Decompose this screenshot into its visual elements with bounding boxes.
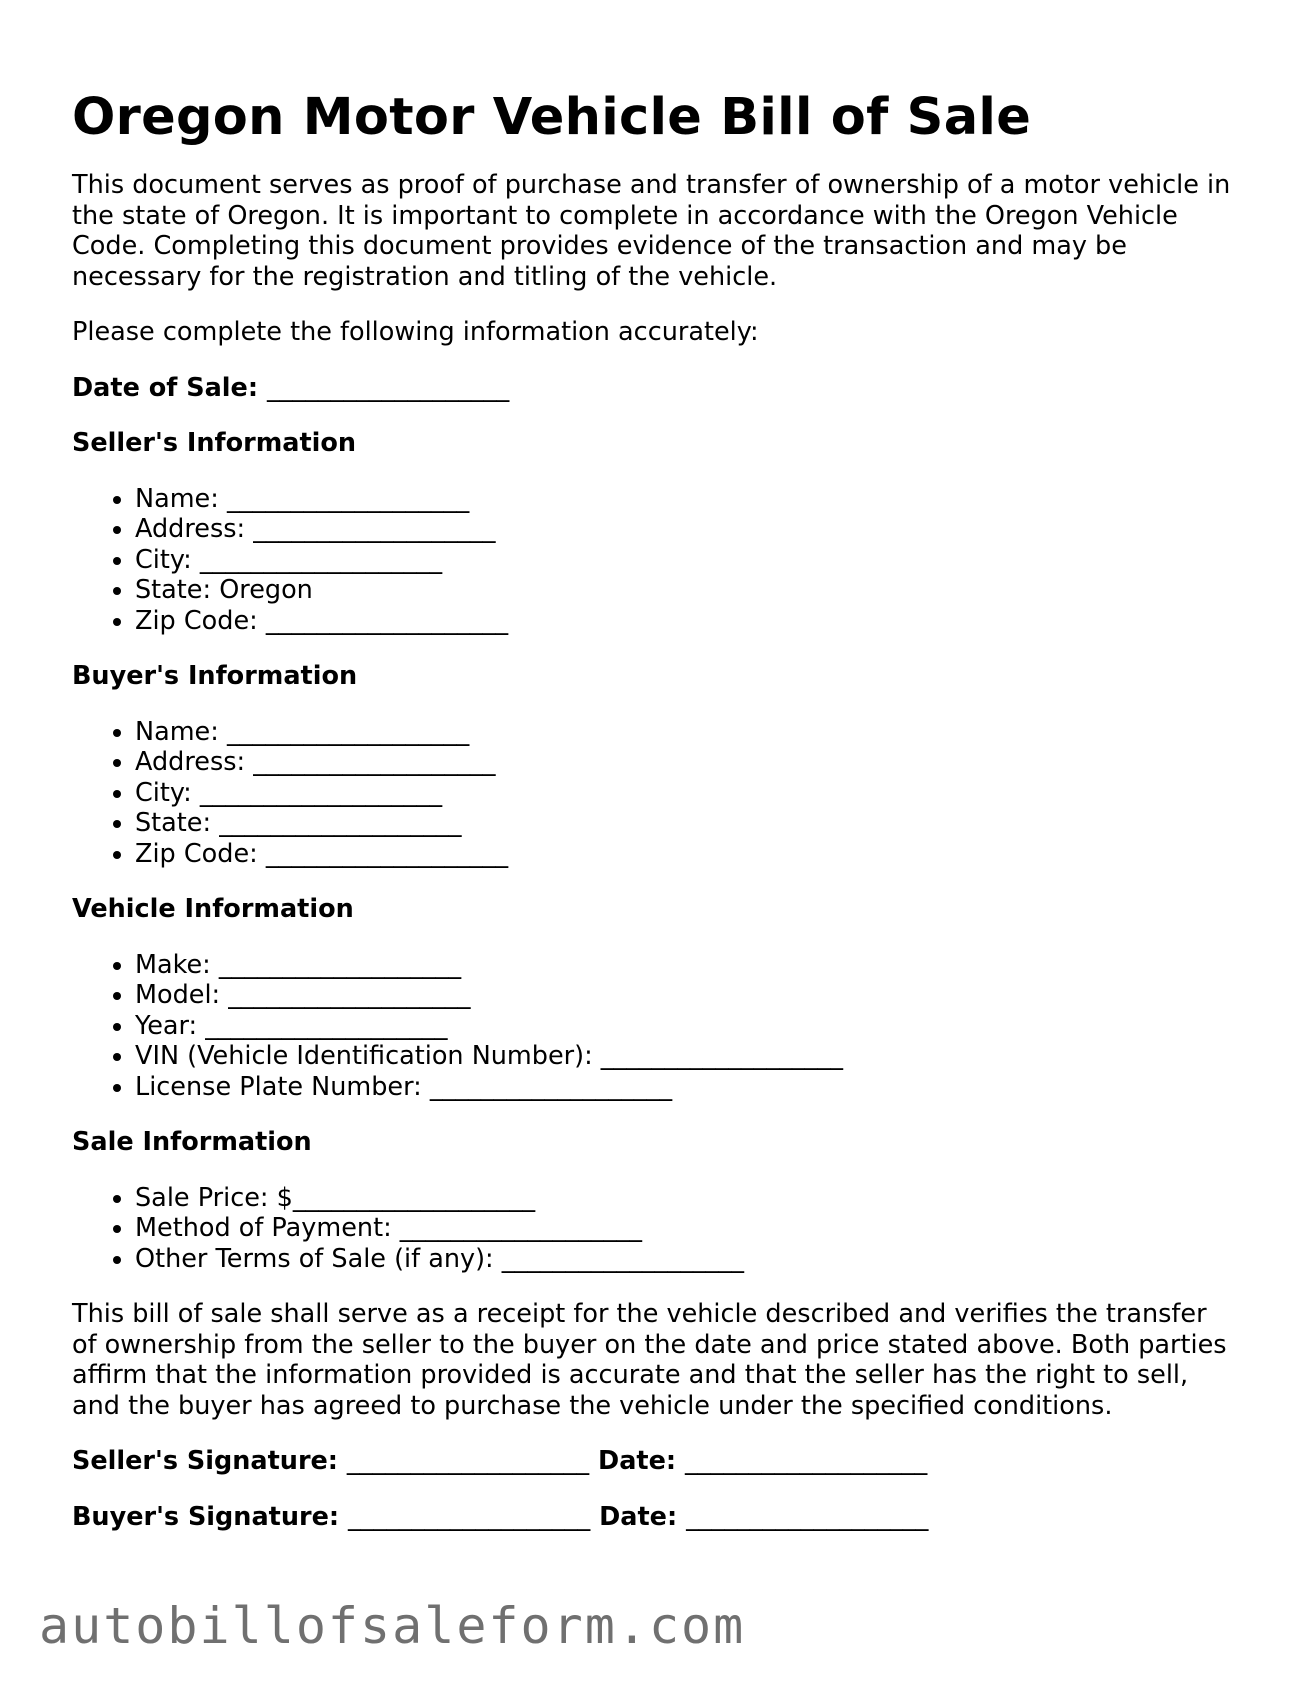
- buyer-address-blank[interactable]: ___________________: [253, 747, 496, 777]
- sale-price-label: Sale Price: $: [135, 1182, 293, 1213]
- list-item: [135, 747, 1237, 778]
- buyer-name-blank[interactable]: ___________________: [226, 716, 470, 747]
- vehicle-plate-label: License Plate Number:: [135, 1071, 422, 1102]
- list-item: [135, 1213, 1237, 1244]
- list-item: [135, 514, 1237, 545]
- seller-zip-label: Zip Code:: [135, 605, 258, 636]
- buyer-date-label: Date:: [599, 1501, 678, 1532]
- seller-address-label: Address:: [135, 514, 246, 544]
- vehicle-vin-blank[interactable]: ___________________: [600, 1041, 844, 1071]
- page-title: Oregon Motor Vehicle Bill of Sale: [72, 88, 1032, 147]
- list-item: [135, 545, 1237, 576]
- payment-method-blank[interactable]: ___________________: [399, 1213, 643, 1243]
- vehicle-year-blank[interactable]: ___________________: [205, 1010, 448, 1041]
- sale-price-blank[interactable]: ___________________: [292, 1182, 536, 1213]
- seller-section-heading: Seller's Information: [72, 428, 357, 458]
- buyer-address-label: Address:: [135, 747, 246, 777]
- list-item: [135, 717, 1237, 748]
- buyer-date-blank[interactable]: ___________________: [686, 1501, 929, 1532]
- buyer-signature-blank[interactable]: ___________________: [347, 1501, 591, 1532]
- vehicle-model-label: Model:: [135, 980, 221, 1010]
- vehicle-plate-blank[interactable]: ___________________: [429, 1071, 673, 1102]
- document-page: [72, 86, 1237, 1532]
- seller-date-blank[interactable]: ___________________: [685, 1446, 928, 1476]
- vehicle-section-heading: Vehicle Information: [72, 894, 354, 924]
- vehicle-make-label: Make:: [135, 949, 211, 980]
- intro-paragraph: This document serves as proof of purchase and transfer of ownership of a motor vehicle in the state of Oregon. It is important to complete in accordance with the Oregon Vehicle Code. Completing this document provides evidence of the transaction and may be necessary for the registration and titling of the vehicle.: [72, 170, 1231, 292]
- date-of-sale-label: Date of Sale:: [72, 372, 259, 403]
- list-item: [135, 606, 1237, 637]
- seller-city-blank[interactable]: ___________________: [199, 544, 443, 575]
- list-item: [135, 980, 1237, 1011]
- seller-signature-row: [72, 1446, 1237, 1477]
- buyer-name-label: Name:: [135, 716, 219, 747]
- seller-info-list: [72, 484, 1237, 637]
- seller-address-blank[interactable]: ___________________: [253, 514, 496, 544]
- seller-city-label: City:: [135, 544, 192, 575]
- other-terms-blank[interactable]: ___________________: [501, 1243, 744, 1274]
- buyer-city-label: City:: [135, 777, 192, 808]
- date-of-sale-blank[interactable]: ___________________: [266, 372, 510, 403]
- list-item: [135, 950, 1237, 981]
- buyer-state-label: State:: [135, 808, 212, 838]
- buyer-state-blank[interactable]: ___________________: [219, 808, 462, 838]
- sale-info-list: [72, 1183, 1237, 1275]
- list-item: [135, 808, 1237, 839]
- list-item: [135, 778, 1237, 809]
- buyer-section-heading: Buyer's Information: [72, 661, 358, 691]
- watermark: autobillofsaleform.com: [39, 1597, 746, 1655]
- vehicle-make-blank[interactable]: ___________________: [218, 949, 462, 980]
- closing-paragraph: This bill of sale shall serve as a receipt for the vehicle described and verifies the transfer of ownership from the seller to the buyer on the date and price stated above. Both parties affirm that the information provided is accurate and that the seller has the right to sell, and the buyer has agreed to purchase the vehicle under the specified conditions.: [72, 1299, 1227, 1421]
- list-item: [135, 1244, 1237, 1275]
- vehicle-vin-label: VIN (Vehicle Identification Number):: [135, 1041, 593, 1071]
- list-item: [135, 484, 1237, 515]
- seller-signature-blank[interactable]: ___________________: [346, 1446, 590, 1476]
- buyer-zip-blank[interactable]: ___________________: [265, 838, 509, 869]
- list-item: [135, 1041, 1237, 1072]
- list-item: [135, 1183, 1237, 1214]
- buyer-zip-label: Zip Code:: [135, 838, 258, 869]
- vehicle-info-list: [72, 950, 1237, 1103]
- vehicle-model-blank[interactable]: ___________________: [228, 980, 471, 1010]
- buyer-signature-label: Buyer's Signature:: [72, 1501, 340, 1532]
- seller-name-blank[interactable]: ___________________: [226, 483, 470, 514]
- seller-name-label: Name:: [135, 483, 219, 514]
- date-of-sale-field: [72, 373, 1237, 404]
- seller-zip-blank[interactable]: ___________________: [265, 605, 509, 636]
- buyer-city-blank[interactable]: ___________________: [199, 777, 443, 808]
- list-item: [135, 575, 1237, 606]
- payment-method-label: Method of Payment:: [135, 1213, 392, 1243]
- seller-state-text: State: Oregon: [135, 575, 313, 605]
- vehicle-year-label: Year:: [135, 1010, 198, 1041]
- sale-section-heading: Sale Information: [72, 1127, 312, 1157]
- instructions-text: Please complete the following information accurately:: [72, 317, 759, 347]
- list-item: [135, 1011, 1237, 1042]
- seller-date-label: Date:: [598, 1446, 677, 1476]
- buyer-info-list: [72, 717, 1237, 870]
- list-item: [135, 839, 1237, 870]
- list-item: [135, 1072, 1237, 1103]
- buyer-signature-row: [72, 1502, 1237, 1533]
- seller-signature-label: Seller's Signature:: [72, 1446, 339, 1476]
- other-terms-label: Other Terms of Sale (if any):: [135, 1243, 494, 1274]
